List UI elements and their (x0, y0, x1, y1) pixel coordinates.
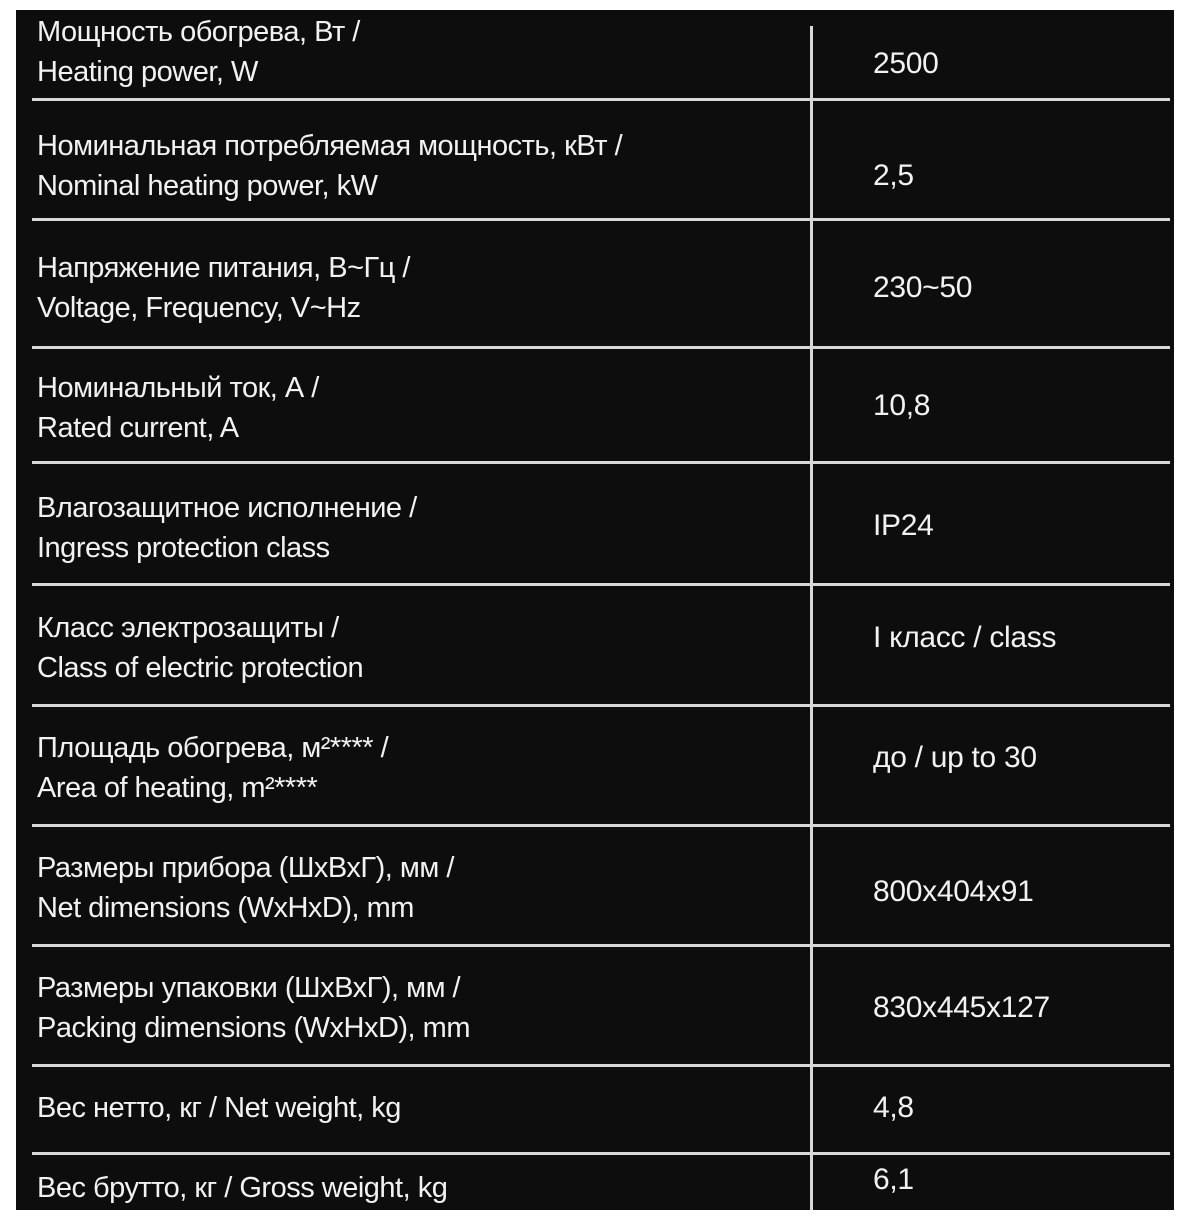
spec-label-voltage: Напряжение питания, В~Гц / Voltage, Frequency, V~Hz (37, 252, 410, 324)
spec-label-nominal-power: Номинальная потребляемая мощность, кВт / Nominal heating power, kW (37, 130, 623, 202)
spec-value-nominal-power: 2,5 (873, 159, 914, 192)
row-divider (32, 944, 1170, 947)
spec-label-net-weight: Вес нетто, кг / Net weight, kg (37, 1092, 401, 1124)
row-divider (32, 704, 1170, 707)
spec-label-electric-protection: Класс электрозащиты / Class of electric protection (37, 612, 364, 684)
row-divider (32, 218, 1170, 221)
spec-value-net-dimensions: 800x404x91 (873, 875, 1034, 908)
spec-label-net-dimensions: Размеры прибора (ШхВхГ), мм / Net dimensions (WxHxD), mm (37, 852, 454, 924)
spec-value-voltage: 230~50 (873, 271, 973, 304)
spec-value-ingress-protection: IP24 (873, 509, 934, 542)
specifications-table (16, 10, 1174, 1210)
spec-label-gross-weight: Вес брутто, кг / Gross weight, kg (37, 1172, 448, 1204)
spec-label-rated-current: Номинальный ток, А / Rated current, A (37, 372, 319, 444)
spec-value-heating-area: до / up to 30 (873, 741, 1037, 774)
row-divider (32, 346, 1170, 349)
spec-value-net-weight: 4,8 (873, 1091, 914, 1124)
spec-label-packing-dimensions: Размеры упаковки (ШхВхГ), мм / Packing dimensions (WxHxD), mm (37, 972, 470, 1044)
row-divider (32, 824, 1170, 827)
row-divider (32, 583, 1170, 586)
spec-label-heating-area: Площадь обогрева, м²**** / Area of heating, m²**** (37, 732, 389, 804)
spec-value-gross-weight: 6,1 (873, 1163, 914, 1196)
column-divider (810, 26, 813, 1210)
spec-value-heating-power: 2500 (873, 47, 939, 80)
spec-label-heating-power: Мощность обогрева, Вт / Heating power, W (37, 16, 360, 88)
spec-value-electric-protection: I класс / class (873, 621, 1057, 654)
row-divider (32, 98, 1170, 101)
spec-value-packing-dimensions: 830x445x127 (873, 991, 1050, 1024)
spec-label-ingress-protection: Влагозащитное исполнение / Ingress protection class (37, 492, 417, 564)
spec-value-rated-current: 10,8 (873, 389, 931, 422)
row-divider (32, 1064, 1170, 1067)
row-divider (32, 1152, 1170, 1155)
row-divider (32, 461, 1170, 464)
